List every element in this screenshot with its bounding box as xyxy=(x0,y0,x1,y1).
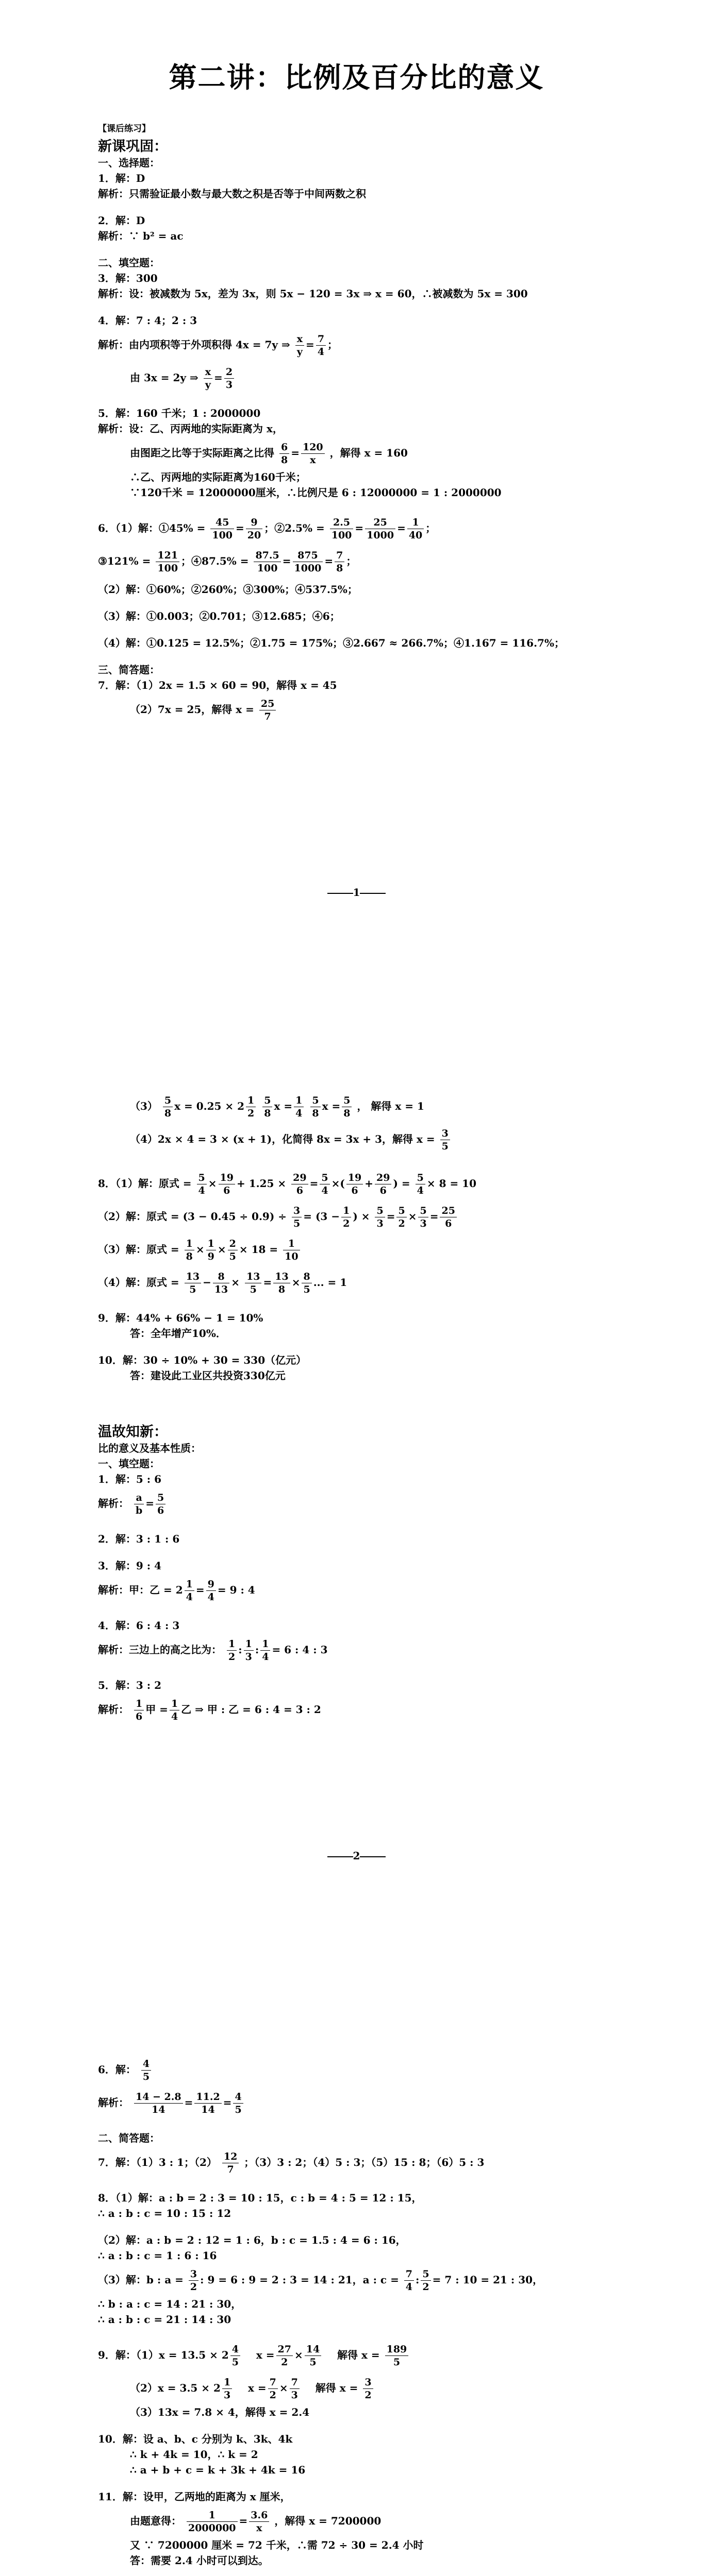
q2-answer: 2．解：D xyxy=(98,214,145,227)
q8-part1: 8．（1）解：原式 = $\frac{5}{4}$ × $\frac{19}{6}$ + 1.25 × $\frac{29}{6}$ = $\frac{5}{4}$ ×( $\frac{19}{6}$ + $\frac{29}{6}$ ) = $\frac{5}{4}$ × 8 = 10 xyxy=(98,1172,477,1196)
q5-analysis: 解析：设：乙、丙两地的实际距离为 x， xyxy=(98,422,283,435)
r5-analysis: 解析： $\frac{1}{6}$ 甲 = $\frac{1}{4}$ 乙 ⇒ 甲 : 乙 = 6 : 4 = 3 : 2 xyxy=(98,1698,321,1722)
page-2-content xyxy=(98,1090,639,1726)
s8-part1-result: ∴ a : b : c = 10 : 15 : 12 xyxy=(98,2207,231,2219)
q6-part4: （4）解：①0.125 = 12.5%；②1.75 = 175%；③2.667 ≈ 266.7%；④1.167 = 116.7%； xyxy=(98,637,565,649)
q4-answer: 4．解：7 : 4；2 : 3 xyxy=(98,314,197,327)
q1-analysis: 解析：只需验证最小数与最大数之积是否等于中间两数之积 xyxy=(98,188,366,200)
r3-answer: 3．解：9 : 4 xyxy=(98,1560,162,1572)
s7-answer: 7．解：（1）3 : 1；（2） $\frac{12}{7}$ ；（3）3 : 2；（4）5 : 3；（5）15 : 8；（6）5 : 3 xyxy=(98,2151,485,2175)
r1-answer: 1．解：5 : 6 xyxy=(98,1473,162,1485)
homework-tag: 【课后练习】 xyxy=(98,124,151,134)
q9-answer: 9．解：44% + 66% − 1 = 10% xyxy=(98,1312,263,1324)
s8-part2: （2）解：a : b = 2 : 12 = 1 : 6，b : c = 1.5 : 4 = 6 : 16， xyxy=(98,2234,406,2246)
s8-part1: 8．（1）解：a : b = 2 : 3 = 10 : 15，c : b = 4 : 5 = 12 : 15， xyxy=(98,2192,422,2204)
s8-part3-result: ∴ b : a : c = 14 : 21 : 30， xyxy=(98,2298,242,2310)
q8-part4: （4）解：原式 = $\frac{13}{5}$ − $\frac{8}{13}$ × $\frac{13}{5}$ = $\frac{13}{8}$ × $\frac{8}{5}$ ... = 1 xyxy=(98,1271,347,1295)
s8-part3-final: ∴ a : b : c = 21 : 14 : 30 xyxy=(98,2313,231,2326)
q7-part3: （3） $\frac{5}{8}$ x = 0.25 × 2 $\frac{1}{2}$ $\frac{5}{8}$ x = $\frac{1}{4}$ $\frac{5}{8}$ x = $\frac{5}{8}$ ， 解得 x = 1 xyxy=(130,1095,424,1119)
review-fill: 一、填空题： xyxy=(98,1458,160,1470)
q4-analysis-2: 由 3x = 2y ⇒ $\frac{x}{y}$ = $\frac{2}{3}$ xyxy=(98,361,639,394)
q3-analysis: 解析：设：被减数为 5x，差为 3x，则 5x − 120 = 3x ⇒ x = 60，∴被减数为 5x = 300 xyxy=(98,287,528,300)
section-short: 三、简答题： xyxy=(98,664,160,676)
s8-part2-result: ∴ a : b : c = 1 : 6 : 16 xyxy=(98,2249,217,2262)
section-choice: 一、选择题： xyxy=(98,157,160,169)
s11-line3: 又 ∵ 7200000 厘米 = 72 千米，∴需 72 ÷ 30 = 2.4 小时 xyxy=(130,2539,424,2551)
r6-analysis: 解析： $\frac{14 - 2.8}{14}$ = $\frac{11.2}{14}$ = $\frac{4}{5}$ xyxy=(98,2086,639,2119)
q8-part2: （2）解：原式 = (3 − 0.45 ÷ 0.9) ÷ $\frac{3}{5}$ = (3 − $\frac{1}{2}$ ) × $\frac{5}{3}$ = $\frac{5}{2}$ × $\frac{5}{3}$ = $\frac{25}{6}$ xyxy=(98,1200,639,1233)
s10-line2: ∴ k + 4k = 10，∴ k = 2 xyxy=(130,2448,258,2461)
s11-line4: 答：需要 2.4 小时可以到达。 xyxy=(130,2554,269,2567)
q5-answer: 5．解：160 千米；1 : 2000000 xyxy=(98,407,261,419)
q5-equation: 由图距之比等于实际距离之比得 $\frac{6}{8}$ = $\frac{120}{x}$ ，解得 x = 160 xyxy=(130,442,408,466)
q6-part3: （3）解：①0.003；②0.701；③12.685；④6； xyxy=(98,610,340,622)
q6-part2: （2）解：①60%；②260%；③300%；④537.5%； xyxy=(98,583,358,596)
s9-part3: （3）13x = 7.8 × 4，解得 x = 2.4 xyxy=(130,2406,310,2418)
q2-analysis: 解析：∵ b² = ac xyxy=(98,230,184,242)
q10-answer: 10．解：30 ÷ 10% + 30 = 330（亿元） xyxy=(98,1354,307,1366)
q10-conclusion: 答：建设此工业区共投资330亿元 xyxy=(130,1369,286,1382)
q8-part3: （3）解：原式 = $\frac{1}{8}$ × $\frac{1}{9}$ × $\frac{2}{5}$ × 18 = $\frac{1}{10}$ xyxy=(98,1233,639,1266)
page-1-content xyxy=(98,121,639,726)
s8-part3: （3）解：b : a = $\frac{3}{2}$ : 9 = 6 : 9 = 2 : 3 = 14 : 21，a : c = $\frac{7}{4}$ : $\frac{5}{2}$ = 7 : 10 = 21 : 30， xyxy=(98,2268,543,2293)
review-subtitle: 比的意义及基本性质： xyxy=(98,1442,201,1454)
q4-analysis: 解析：由内项积等于外项积得 4x = 7y ⇒ $\frac{x}{y}$ = $\frac{7}{4}$ ； xyxy=(98,333,338,358)
r1-analysis: 解析： $\frac{a}{b}$ = $\frac{5}{6}$ xyxy=(98,1487,639,1520)
q3-answer: 3．解：300 xyxy=(98,272,158,284)
s9-part1: 9．解：（1）x = 13.5 × 2 $\frac{4}{5}$ x = $\frac{27}{2}$ × $\frac{14}{5}$ 解得 x = $\frac{189}{5}$ xyxy=(98,2338,639,2371)
q7-part2: （2）7x = 25，解得 x = $\frac{25}{7}$ xyxy=(98,693,639,726)
q9-conclusion: 答：全年增产10%． xyxy=(130,1327,226,1340)
q5-distance: ∴乙、丙两地的实际距离为160千米； xyxy=(130,471,306,483)
r4-answer: 4．解：6 : 4 : 3 xyxy=(98,1619,180,1632)
s9-part2: （2）x = 3.5 × 2 $\frac{1}{3}$ x = $\frac{7}{2}$ × $\frac{7}{3}$ 解得 x = $\frac{3}{2}$ xyxy=(98,2371,639,2404)
q7-part1: 7．解：（1）2x = 1.5 × 60 = 90，解得 x = 45 xyxy=(98,679,337,691)
s10-line1: 10．解：设 a、b、c 分别为 k、3k、4k xyxy=(98,2433,293,2445)
s11-line2: 由题意得： $\frac{1}{2000000}$ = $\frac{3.6}{x}$ ，解得 x = 7200000 xyxy=(130,2510,382,2534)
s10-line3: ∴ a + b + c = k + 3k + 4k = 16 xyxy=(130,2464,306,2476)
page-title: 第二讲：比例及百分比的意义 xyxy=(169,61,544,94)
q5-scale: ∵120千米 = 12000000厘米，∴比例尺是 6 : 12000000 = 1 : 2000000 xyxy=(130,486,502,499)
r3-analysis: 解析：甲：乙 = 2 $\frac{1}{4}$ = $\frac{9}{4}$ = 9 : 4 xyxy=(98,1579,255,1603)
r5-answer: 5．解：3 : 2 xyxy=(98,1679,162,1691)
section-review: 温故知新： xyxy=(98,1424,168,1440)
section-new: 新课巩固： xyxy=(98,139,168,155)
section-fill: 二、填空题： xyxy=(98,257,160,269)
page-number-1: 1 xyxy=(0,886,713,899)
review-short: 二、简答题： xyxy=(98,2132,160,2144)
q7-part4: （4）2x × 4 = 3 × (x + 1)，化简得 8x = 3x + 3，解得 x = $\frac{3}{5}$ xyxy=(98,1123,639,1156)
q6-part1b: ③121% = $\frac{121}{100}$ ；④87.5% = $\frac{87.5}{100}$ = $\frac{875}{1000}$ = $\frac{7}{8}$ ； xyxy=(98,550,357,574)
page-3-content xyxy=(98,2053,639,2576)
r2-answer: 2．解：3 : 1 : 6 xyxy=(98,1533,180,1545)
s11-line1: 11．解：设甲，乙两地的距离为 x 厘米， xyxy=(98,2490,291,2503)
page-number-2: 2 xyxy=(0,1850,713,1862)
q1-answer: 1．解：D xyxy=(98,172,145,184)
r4-analysis: 解析：三边上的高之比为： $\frac{1}{2}$ : $\frac{1}{3}$ : $\frac{1}{4}$ = 6 : 4 : 3 xyxy=(98,1638,328,1663)
r6-answer: 6．解： $\frac{4}{5}$ xyxy=(98,2053,639,2086)
q6-part1: 6．（1）解：①45% = $\frac{45}{100}$ = $\frac{9}{20}$ ；②2.5% = $\frac{2.5}{100}$ = $\frac{25}{1000}$ = $\frac{1}{40}$ ； xyxy=(98,517,436,541)
